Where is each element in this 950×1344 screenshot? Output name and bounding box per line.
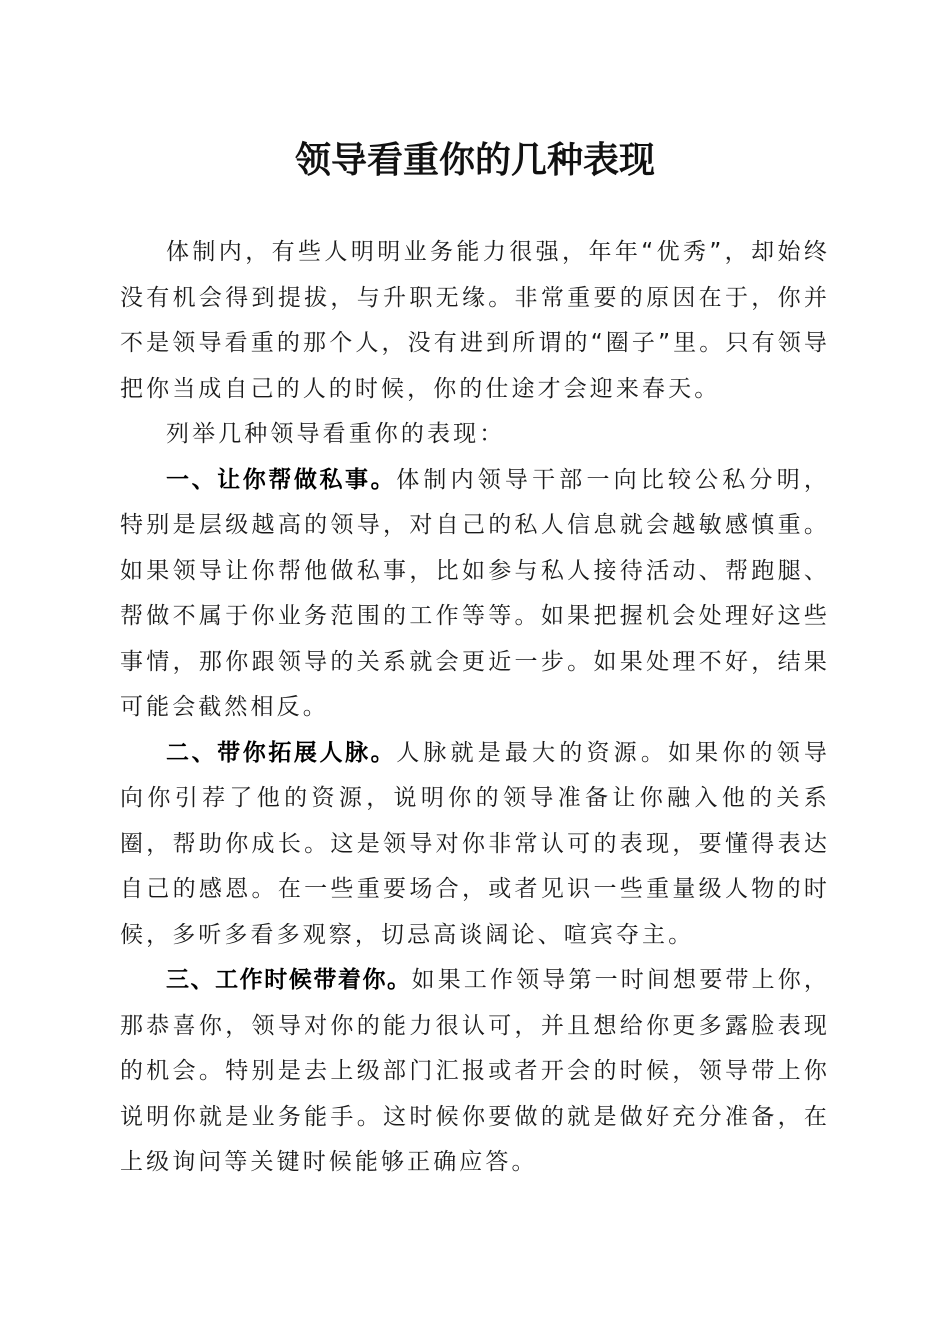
section-paragraph-3 <box>120 958 830 1186</box>
section-text-1: 体制内领导干部一向比较公私分明，特别是层级越高的领导，对自己的私人信息就会越敏感慎重。如果领导让你帮他做私事，比如参与私人接待活动、帮跑腿、帮做不属于你业务范围的工作等等。如果把握机会处理好这些事情，那你跟领导的关系就会更近一步。如果处理不好，结果可能会截然相反。 <box>120 466 831 720</box>
section-paragraph-2 <box>120 731 830 959</box>
intro-paragraph: 体制内，有些人明明业务能力很强，年年“优秀”，却始终没有机会得到提拔，与升职无缘。非常重要的原因在于，你并不是领导看重的那个人，没有进到所谓的“圈子”里。只有领导把你当成自己的人的时候，你的仕途才会迎来春天。 <box>120 239 830 402</box>
document-title: 领导看重你的几种表现 <box>294 139 655 181</box>
section-heading-2: 二、带你拓展人脉。 <box>166 739 397 766</box>
section-heading-3: 三、工作时候带着你。 <box>166 967 412 993</box>
section-heading-1: 一、让你帮做私事。 <box>166 466 397 493</box>
list-intro-paragraph: 列举几种领导看重你的表现： <box>166 421 506 447</box>
section-text-3: 如果工作领导第一时间想要带上你，那恭喜你，领导对你的能力很认可，并且想给你更多露脸表现的机会。特别是去上级部门汇报或者开会的时候，领导带上你说明你就是业务能手。这时候你要做的就是做好充分准备，在上级询问等关键时候能够正确应答。 <box>120 967 830 1175</box>
section-text-2: 人脉就是最大的资源。如果你的领导向你引荐了他的资源，说明你的领导准备让你融入他的关系圈，帮助你成长。这是领导对你非常认可的表现，要懂得表达自己的感恩。在一些重要场合，或者见识一些重量级人物的时候，多听多看多观察，切忌高谈阔论、喧宾夺主。 <box>120 739 831 948</box>
section-paragraph-1 <box>120 458 830 731</box>
document-body <box>120 230 830 1186</box>
